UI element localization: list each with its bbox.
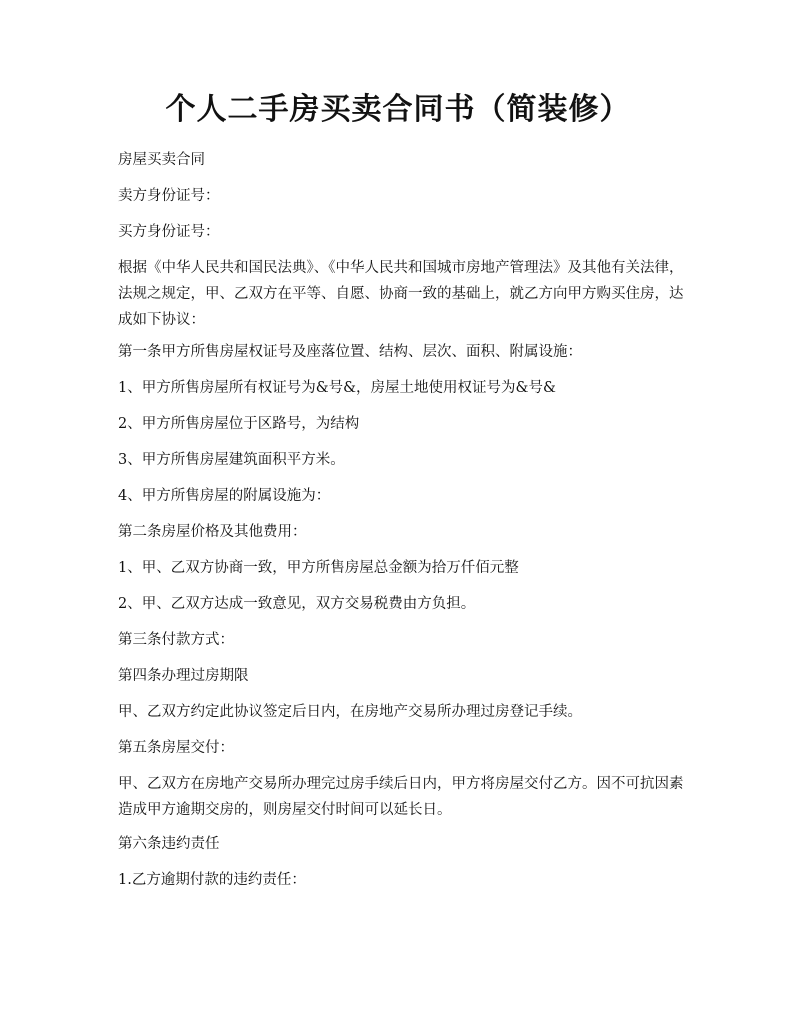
- paragraph-article-6-item-1: 1.乙方逾期付款的违约责任：: [118, 872, 306, 888]
- paragraph-article-2-item-1: 1、甲、乙双方协商一致，甲方所售房屋总金额为拾万仟佰元整: [118, 560, 519, 576]
- paragraph-seller-id: 卖方身份证号：: [118, 188, 220, 204]
- paragraph-article-4-body: 甲、乙双方约定此协议签定后日内，在房地产交易所办理过房登记手续。: [118, 704, 582, 720]
- paragraph-article-1-item-1: 1、甲方所售房屋所有权证号为&号&，房屋土地使用权证号为&号&: [118, 380, 556, 396]
- paragraph-buyer-id: 买方身份证号：: [118, 224, 220, 240]
- paragraph-article-2-item-2: 2、甲、乙双方达成一致意见，双方交易税费由方负担。: [118, 596, 476, 612]
- paragraph-preamble: 根据《中华人民共和国民法典》、《中华人民共和国城市房地产管理法》及其他有关法律，法规之规定，甲、乙双方在平等、自愿、协商一致的基础上，就乙方向甲方购买住房，达成如下协议：: [118, 260, 684, 328]
- paragraph-article-2: 第二条房屋价格及其他费用：: [118, 524, 307, 540]
- document-title: 个人二手房买卖合同书（简装修）: [165, 92, 631, 127]
- paragraph-article-5-body: 甲、乙双方在房地产交易所办理完过房手续后日内，甲方将房屋交付乙方。因不可抗因素造成甲方逾期交房的，则房屋交付时间可以延长日。: [118, 776, 684, 818]
- paragraph-article-1-item-2: 2、甲方所售房屋位于区路号，为结构: [118, 416, 360, 432]
- paragraph-article-3: 第三条付款方式：: [118, 632, 234, 648]
- paragraph-article-1-item-4: 4、甲方所售房屋的附属设施为：: [118, 488, 331, 504]
- paragraph-contract-heading: 房屋买卖合同: [118, 152, 205, 168]
- paragraph-article-4: 第四条办理过房期限: [118, 668, 249, 684]
- paragraph-article-1: 第一条甲方所售房屋权证号及座落位置、结构、层次、面积、附属设施：: [118, 344, 582, 360]
- paragraph-article-5: 第五条房屋交付：: [118, 740, 234, 756]
- paragraph-article-6: 第六条违约责任: [118, 836, 220, 852]
- paragraph-article-1-item-3: 3、甲方所售房屋建筑面积平方米。: [118, 452, 345, 468]
